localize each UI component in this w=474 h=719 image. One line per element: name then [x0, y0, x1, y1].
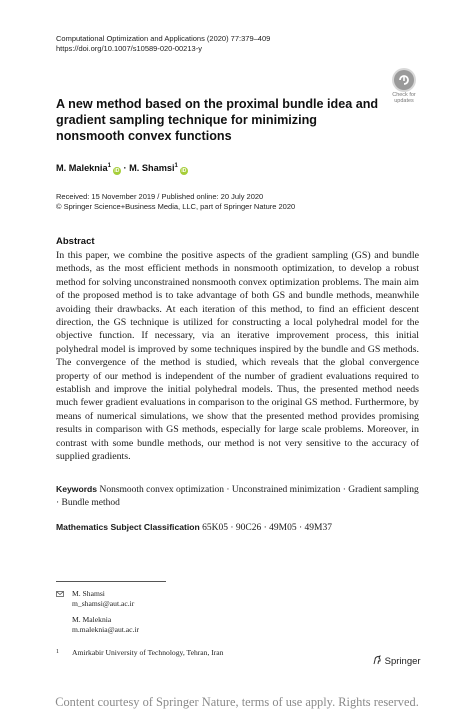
msc-classification	[56, 521, 419, 535]
affiliation-number: 1	[56, 649, 59, 655]
corr-email[interactable]: m_shamsi@aut.ac.ir	[72, 599, 135, 608]
author-separator: ·	[120, 163, 130, 173]
keywords-text: Nonsmooth convex optimization · Unconstrained minimization · Gradient sampling · Bundle method	[56, 485, 419, 509]
check-updates-line1: Check for	[392, 92, 416, 98]
publication-dates	[56, 192, 295, 212]
coauthor-email[interactable]: m.maleknia@aut.ac.ir	[72, 625, 140, 634]
check-updates-label	[383, 92, 425, 104]
springer-logo[interactable]	[372, 655, 421, 667]
article-title: A new method based on the proximal bundle idea and gradient sampling technique for minimizing nonsmooth convex functions	[56, 97, 379, 143]
msc-label: Mathematics Subject Classification	[56, 522, 200, 532]
corr-name: M. Shamsi	[72, 589, 105, 598]
author-2-affil: 1	[174, 162, 178, 169]
orcid-icon[interactable]: iD	[181, 168, 187, 174]
abstract-heading: Abstract	[56, 236, 95, 247]
envelope-icon	[56, 591, 64, 597]
check-updates-icon	[394, 70, 414, 90]
abstract-text: In this paper, we combine the positive aspects of the gradient sampling (GS) and bundle methods, as the most efficient methods in nonsmooth optimization, to develop a robust method for solving unconstrained nonsmooth convex optimization problems. The main aim of the proposed method is to take advantage of both GS and bundle methods, meanwhile avoiding their drawbacks. At each iteration of this method, to find an efficient descent direction, the GS technique is utilized for constructing a local polyhedral model for the objective function. If necessary, via an iterative improvement process, this initial polyhedral model is improved by some techniques inspired by the bundle and GS methods. The convergence of the method is studied, which reveals that the global convergence property of our method is independent of the number of gradient evaluations required to establish and improve the initial polyhedral models. Thus, the presented method needs much fewer gradient evaluations in comparison to the original GS method. Furthermore, by means of numerical simulations, we show that the presented method provides promising results in comparison with GS methods, especially for large scale problems. Moreover, in contrast with some bundle methods, our method is not very sensitive to the accuracy of supplied gradients.	[56, 250, 419, 463]
affiliation: Amirkabir University of Technology, Tehran, Iran	[72, 648, 224, 657]
author-1[interactable]: M. Maleknia	[56, 163, 108, 173]
orcid-icon[interactable]: iD	[114, 168, 120, 174]
author-2[interactable]: M. Shamsi	[129, 163, 175, 173]
springer-horse-icon	[372, 655, 382, 665]
msc-codes: 65K05 · 90C26 · 49M05 · 49M37	[202, 523, 332, 533]
received-date: Received: 15 November 2019 / Published online: 20 July 2020	[56, 192, 264, 201]
footnote-divider	[56, 581, 166, 582]
doi-link[interactable]: https://doi.org/10.1007/s10589-020-00213-y	[56, 44, 202, 53]
journal-header	[56, 34, 270, 54]
author-1-affil: 1	[107, 162, 111, 169]
coauthor-contact	[72, 615, 139, 635]
check-updates-line2: updates	[394, 98, 414, 104]
keywords	[56, 483, 419, 511]
check-for-updates-badge[interactable]	[383, 70, 425, 104]
author-line	[56, 163, 188, 175]
springer-label: Springer	[384, 656, 421, 667]
journal-citation: Computational Optimization and Applications (2020) 77:379–409	[56, 34, 271, 43]
corresponding-author	[72, 589, 134, 609]
courtesy-notice: Content courtesy of Springer Nature, terms of use apply. Rights reserved.	[55, 695, 419, 709]
copyright-line: © Springer Science+Business Media, LLC, part of Springer Nature 2020	[56, 202, 296, 211]
coauthor-name: M. Maleknia	[72, 615, 112, 624]
keywords-label: Keywords	[56, 484, 98, 494]
